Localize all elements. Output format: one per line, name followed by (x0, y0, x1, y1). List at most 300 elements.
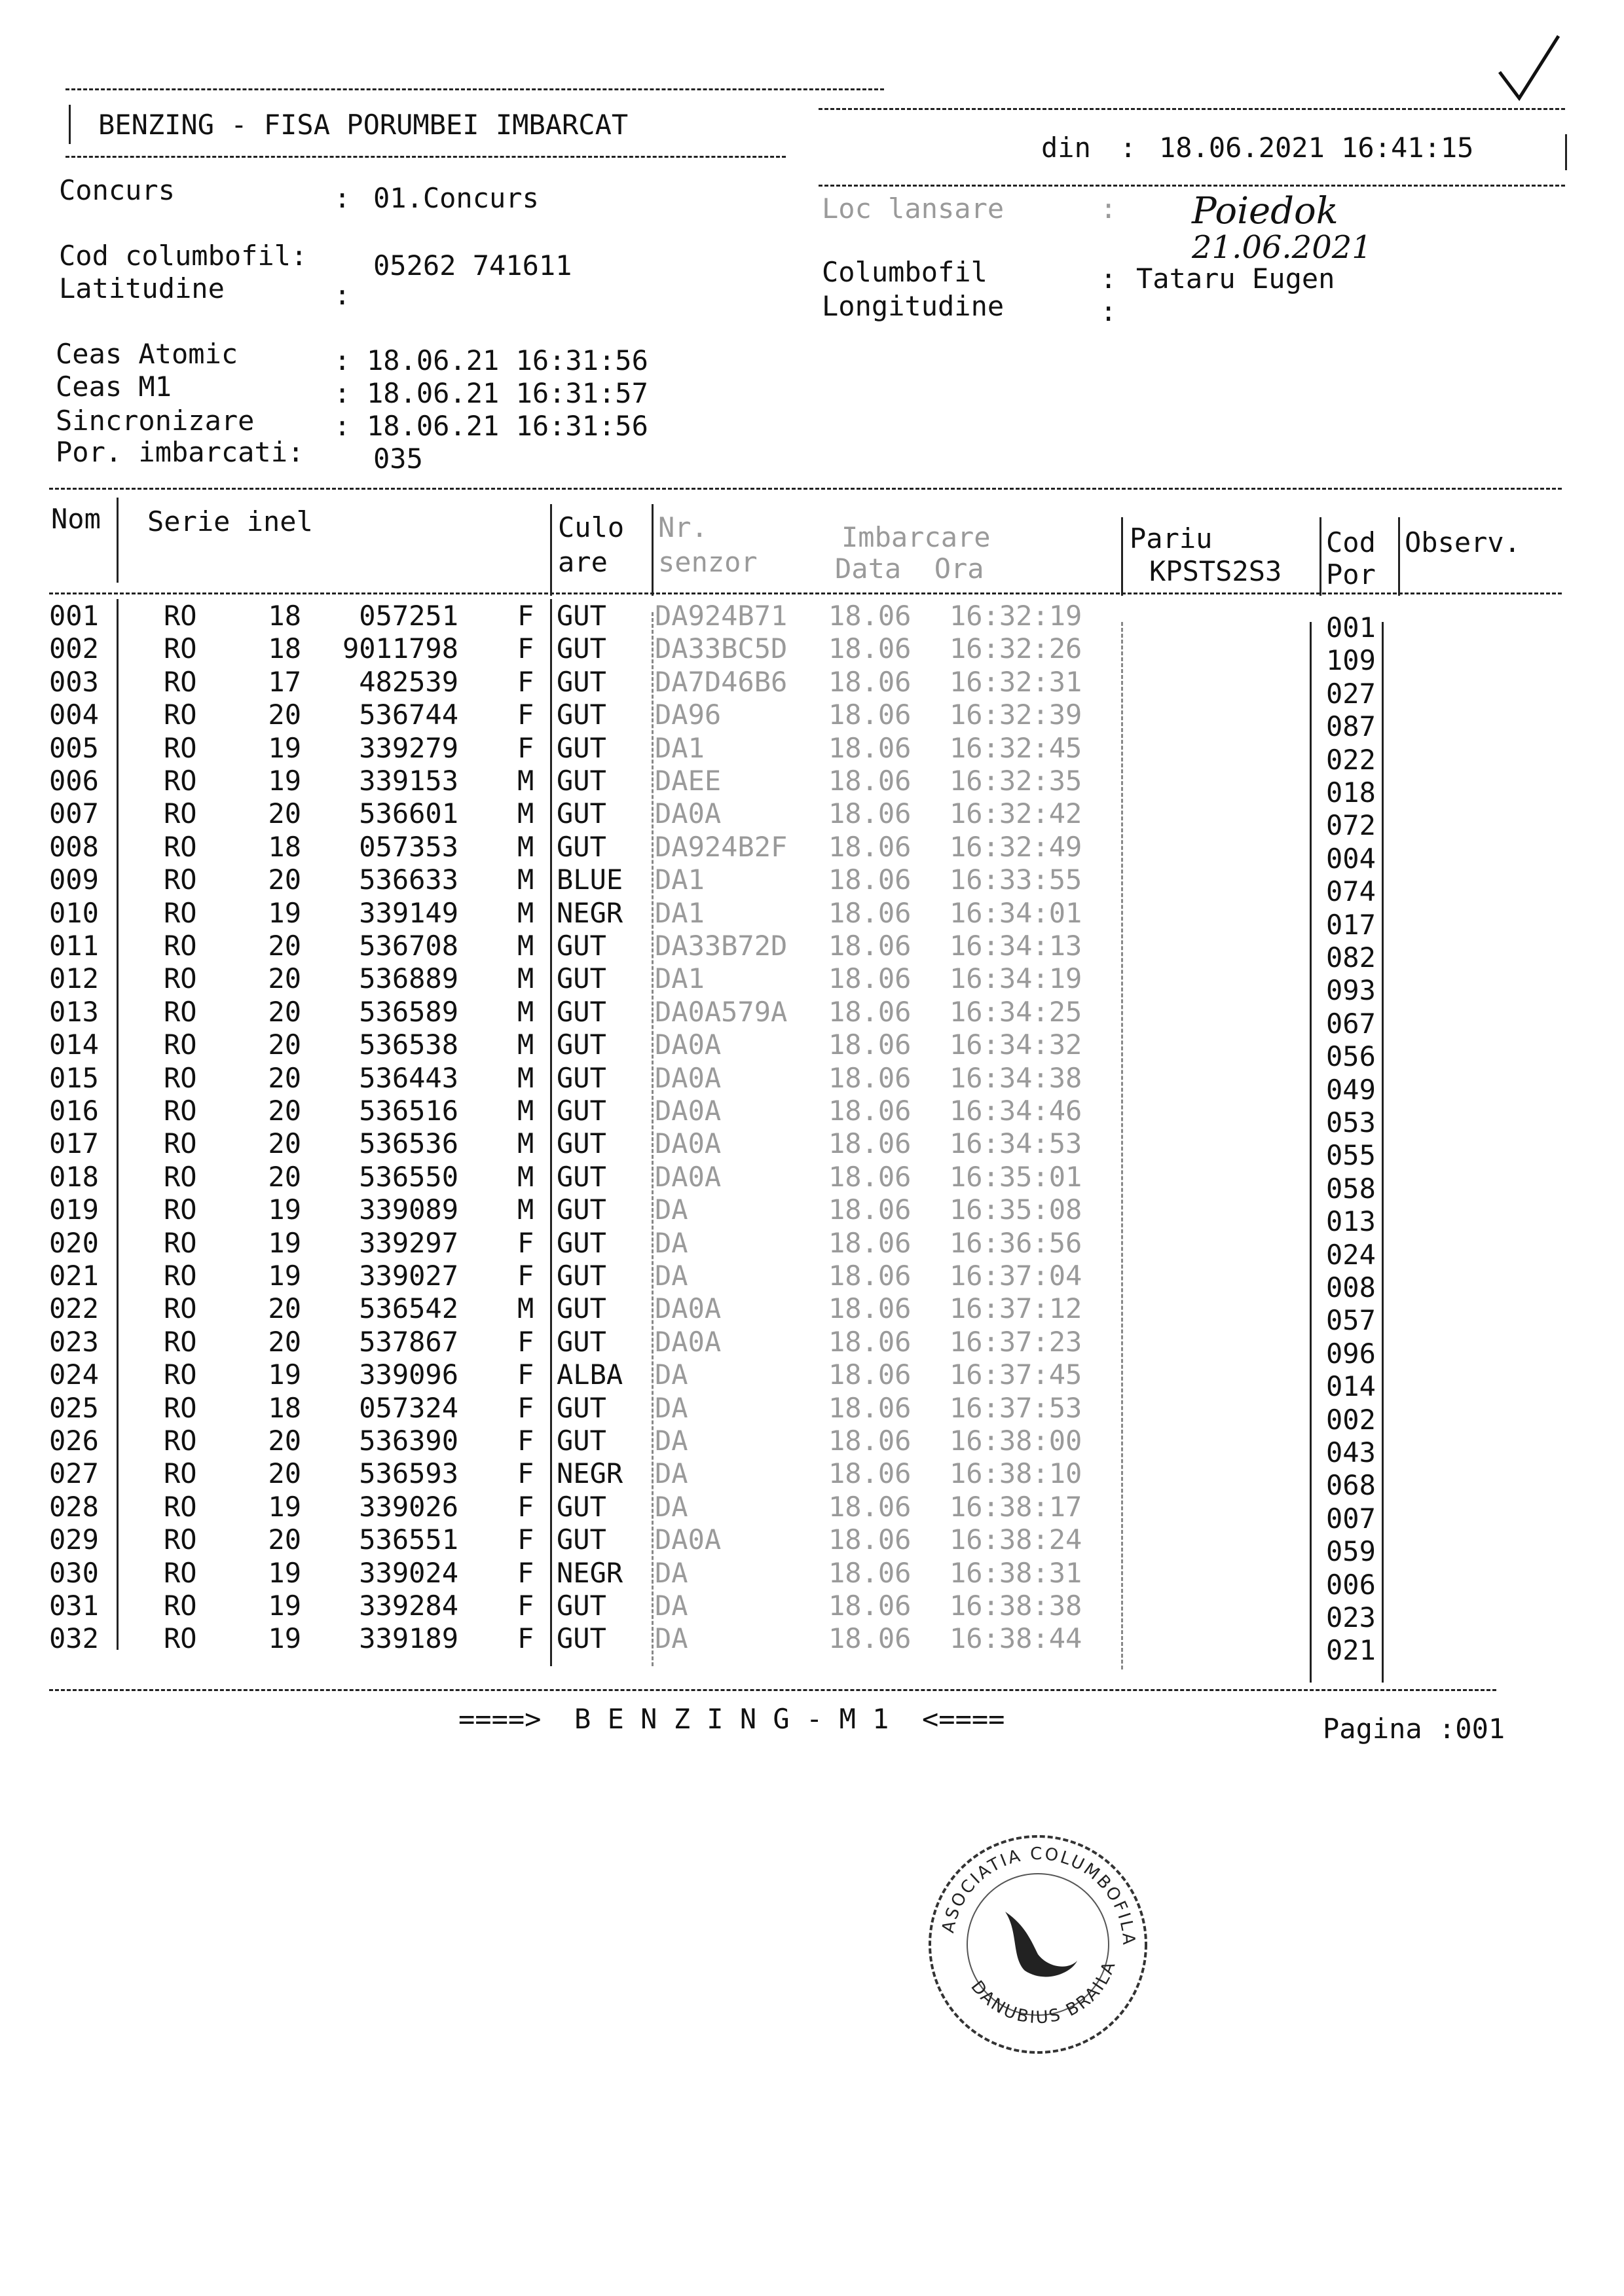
cell-culoare: GUT (557, 1127, 606, 1160)
cell-senzor: DA33B72D (655, 930, 788, 962)
cell-ora: 16:32:42 (950, 797, 1082, 830)
porumbei-imbarcati-label: Por. imbarcati: (56, 436, 304, 468)
cell-senzor: DA (655, 1391, 688, 1424)
cell-cod-por: 014 (1326, 1370, 1376, 1403)
cell-culoare: GUT (557, 1160, 606, 1193)
cell-ora: 16:38:38 (950, 1590, 1082, 1622)
cell-data: 18.06 (828, 1061, 912, 1094)
cell-senzor: DA0A (655, 797, 722, 830)
cell-senzor: DA0A (655, 1325, 722, 1358)
cell-data: 18.06 (828, 995, 912, 1028)
cell-nom: 013 (49, 995, 99, 1028)
cell-sex: F (517, 665, 534, 698)
cell-culoare: GUT (557, 600, 606, 632)
cell-ora: 16:37:04 (950, 1260, 1082, 1292)
cell-sex: F (517, 1358, 534, 1391)
cell-tara: RO (164, 1325, 197, 1358)
col-header-serie: Serie inel (147, 505, 313, 538)
cell-sex: F (517, 1523, 534, 1556)
cell-culoare: NEGR (557, 1457, 623, 1490)
header-right-border (1565, 134, 1567, 170)
cell-data: 18.06 (828, 1425, 912, 1457)
cell-tara: RO (164, 1490, 197, 1523)
cell-nom: 014 (49, 1029, 99, 1061)
cell-inel: 536744 (359, 699, 458, 731)
cell-cod-por: 018 (1326, 776, 1376, 809)
cell-sex: F (517, 731, 534, 764)
table-row (0, 665, 1624, 710)
table-row (0, 1029, 1624, 1073)
col-header-observ: Observ. (1405, 526, 1521, 558)
cell-culoare: GUT (557, 1029, 606, 1061)
cell-data: 18.06 (828, 1358, 912, 1391)
cell-ora: 16:34:46 (950, 1095, 1082, 1127)
cell-cod-por: 008 (1326, 1271, 1376, 1303)
cell-cod-por: 007 (1326, 1502, 1376, 1535)
cell-sex: F (517, 1425, 534, 1457)
cell-cod-por: 024 (1326, 1238, 1376, 1271)
cell-cod-por: 058 (1326, 1172, 1376, 1205)
table-row (0, 1556, 1624, 1601)
cell-inel: 536589 (359, 995, 458, 1028)
cell-tara: RO (164, 699, 197, 731)
loc-lansare-label: Loc lansare (822, 192, 1005, 225)
col-divider-senzor (652, 504, 654, 596)
cell-data: 18.06 (828, 1457, 912, 1490)
cell-inel: 536593 (359, 1457, 458, 1490)
header-rule-bottom (65, 156, 786, 158)
ceas-atomic-label: Ceas Atomic (56, 338, 238, 370)
sincronizare-value: 18.06.21 16:31:56 (367, 410, 648, 442)
cell-nom: 020 (49, 1226, 99, 1259)
cell-an: 19 (268, 1260, 301, 1292)
cell-culoare: NEGR (557, 896, 623, 929)
loc-lansare-separator: : (1100, 192, 1117, 225)
cell-culoare: GUT (557, 1325, 606, 1358)
cell-nom: 016 (49, 1095, 99, 1127)
ceas-m1-separator: : (334, 377, 351, 409)
loc-lansare-date-handwritten: 21.06.2021 (1192, 229, 1372, 266)
cell-sex: F (517, 1226, 534, 1259)
cell-an: 19 (268, 1194, 301, 1226)
cell-an: 19 (268, 1226, 301, 1259)
cell-inel: 057251 (359, 600, 458, 632)
cell-inel: 536889 (359, 962, 458, 995)
footer-banner: ====> B E N Z I N G - M 1 <==== (458, 1703, 1005, 1735)
cell-an: 20 (268, 1061, 301, 1094)
cell-cod-por: 056 (1326, 1040, 1376, 1073)
cell-cod-por: 004 (1326, 842, 1376, 875)
cell-cod-por: 023 (1326, 1601, 1376, 1633)
cell-senzor: DA1 (655, 731, 705, 764)
cell-senzor: DA (655, 1194, 688, 1226)
cell-nom: 015 (49, 1061, 99, 1094)
cell-senzor: DA0A (655, 1029, 722, 1061)
cell-tara: RO (164, 1457, 197, 1490)
cell-tara: RO (164, 896, 197, 929)
cell-inel: 339024 (359, 1556, 458, 1589)
cell-inel: 9011798 (342, 632, 458, 665)
latitudine-label: Latitudine (59, 272, 225, 304)
cell-culoare: GUT (557, 1194, 606, 1226)
table-rule-header (49, 592, 1562, 594)
cell-tara: RO (164, 1292, 197, 1325)
cell-senzor: DA (655, 1490, 688, 1523)
report-title: BENZING - FISA PORUMBEI IMBARCAT (98, 109, 629, 141)
cell-inel: 536551 (359, 1523, 458, 1556)
cell-cod-por: 055 (1326, 1139, 1376, 1172)
cell-nom: 017 (49, 1127, 99, 1160)
cell-ora: 16:34:38 (950, 1061, 1082, 1094)
cell-tara: RO (164, 731, 197, 764)
cell-senzor: DA (655, 1457, 688, 1490)
cell-tara: RO (164, 665, 197, 698)
table-row (0, 765, 1624, 809)
cell-ora: 16:38:10 (950, 1457, 1082, 1490)
cell-nom: 023 (49, 1325, 99, 1358)
cell-data: 18.06 (828, 797, 912, 830)
table-row (0, 1590, 1624, 1633)
cell-an: 20 (268, 962, 301, 995)
cell-ora: 16:32:39 (950, 699, 1082, 731)
cell-tara: RO (164, 1127, 197, 1160)
table-row (0, 1325, 1624, 1370)
cell-culoare: GUT (557, 930, 606, 962)
cell-nom: 029 (49, 1523, 99, 1556)
cell-culoare: GUT (557, 962, 606, 995)
table-row (0, 864, 1624, 908)
cell-data: 18.06 (828, 1556, 912, 1589)
page-number: Pagina :001 (1323, 1713, 1505, 1745)
cell-sex: M (517, 930, 534, 962)
cell-nom: 004 (49, 699, 99, 731)
col-divider-pariu (1121, 517, 1123, 596)
cell-culoare: GUT (557, 632, 606, 665)
cell-culoare: GUT (557, 731, 606, 764)
cell-inel: 339027 (359, 1260, 458, 1292)
cell-cod-por: 067 (1326, 1007, 1376, 1040)
cell-tara: RO (164, 1095, 197, 1127)
cell-sex: F (517, 1490, 534, 1523)
cell-senzor: DA (655, 1425, 688, 1457)
ceas-m1-label: Ceas M1 (56, 371, 172, 403)
cell-tara: RO (164, 1029, 197, 1061)
cell-inel: 536542 (359, 1292, 458, 1325)
cell-an: 20 (268, 797, 301, 830)
cell-ora: 16:32:49 (950, 830, 1082, 863)
cell-an: 18 (268, 600, 301, 632)
sincronizare-separator: : (334, 410, 351, 442)
cell-cod-por: 017 (1326, 908, 1376, 941)
cell-inel: 536538 (359, 1029, 458, 1061)
col-divider-nom (117, 498, 119, 583)
cell-ora: 16:37:12 (950, 1292, 1082, 1325)
cell-culoare: GUT (557, 699, 606, 731)
cell-ora: 16:34:25 (950, 995, 1082, 1028)
cell-an: 19 (268, 765, 301, 797)
cell-an: 17 (268, 665, 301, 698)
report-date-separator: : (1120, 132, 1137, 164)
cell-inel: 339026 (359, 1490, 458, 1523)
cell-culoare: NEGR (557, 1556, 623, 1589)
stamp-icon (913, 1820, 1162, 2069)
col-header-pariu-1: Pariu (1130, 522, 1213, 555)
cell-data: 18.06 (828, 699, 912, 731)
cell-tara: RO (164, 830, 197, 863)
cell-culoare: GUT (557, 1425, 606, 1457)
table-row (0, 797, 1624, 842)
cell-cod-por: 053 (1326, 1106, 1376, 1139)
cell-nom: 001 (49, 600, 99, 632)
cell-cod-por: 068 (1326, 1469, 1376, 1502)
cell-inel: 536633 (359, 864, 458, 896)
cell-inel: 536516 (359, 1095, 458, 1127)
cell-nom: 010 (49, 896, 99, 929)
cell-senzor: DA (655, 1556, 688, 1589)
ceas-atomic-separator: : (334, 344, 351, 376)
cell-nom: 021 (49, 1260, 99, 1292)
cell-data: 18.06 (828, 962, 912, 995)
cell-cod-por: 001 (1326, 611, 1376, 644)
columbofil-value: Tataru Eugen (1136, 263, 1335, 295)
table-row (0, 830, 1624, 875)
cell-sex: F (517, 1457, 534, 1490)
cell-tara: RO (164, 1590, 197, 1622)
checkmark-icon (1493, 33, 1565, 105)
cell-an: 20 (268, 1523, 301, 1556)
header-rule-top (65, 88, 884, 90)
col-header-senzor-2: senzor (658, 546, 758, 578)
cell-an: 20 (268, 1160, 301, 1193)
cell-cod-por: 049 (1326, 1073, 1376, 1106)
cell-sex: F (517, 699, 534, 731)
cell-an: 20 (268, 1325, 301, 1358)
cell-nom: 007 (49, 797, 99, 830)
cell-data: 18.06 (828, 1194, 912, 1226)
cell-senzor: DA0A (655, 1061, 722, 1094)
cell-data: 18.06 (828, 1325, 912, 1358)
columbofil-separator: : (1100, 263, 1117, 295)
cell-nom: 031 (49, 1590, 99, 1622)
cell-data: 18.06 (828, 1523, 912, 1556)
cell-nom: 012 (49, 962, 99, 995)
cell-senzor: DA0A (655, 1160, 722, 1193)
cell-data: 18.06 (828, 1490, 912, 1523)
cell-sex: M (517, 995, 534, 1028)
cell-senzor: DA0A (655, 1127, 722, 1160)
col-header-cod-2: Por (1326, 558, 1376, 591)
table-row (0, 1292, 1624, 1337)
cell-data: 18.06 (828, 1160, 912, 1193)
cell-an: 20 (268, 1095, 301, 1127)
cell-ora: 16:38:44 (950, 1622, 1082, 1655)
cell-sex: M (517, 896, 534, 929)
cell-ora: 16:33:55 (950, 864, 1082, 896)
longitudine-label: Longitudine (822, 290, 1005, 322)
cell-an: 18 (268, 1391, 301, 1424)
table-row (0, 1358, 1624, 1403)
cell-ora: 16:34:53 (950, 1127, 1082, 1160)
cell-inel: 482539 (359, 665, 458, 698)
cell-nom: 005 (49, 731, 99, 764)
cell-tara: RO (164, 864, 197, 896)
cell-sex: M (517, 1029, 534, 1061)
report-date-value: 18.06.2021 16:41:15 (1159, 132, 1474, 164)
cell-sex: F (517, 600, 534, 632)
col-divider-culoare (550, 504, 552, 596)
cell-culoare: GUT (557, 797, 606, 830)
report-date-label: din (1041, 132, 1091, 164)
cell-nom: 006 (49, 765, 99, 797)
cell-data: 18.06 (828, 1292, 912, 1325)
cell-senzor: DA0A (655, 1292, 722, 1325)
cell-inel: 536443 (359, 1061, 458, 1094)
cell-data: 18.06 (828, 1226, 912, 1259)
cell-ora: 16:38:17 (950, 1490, 1082, 1523)
cell-inel: 536536 (359, 1127, 458, 1160)
cell-tara: RO (164, 1425, 197, 1457)
cell-ora: 16:32:31 (950, 665, 1082, 698)
cell-cod-por: 096 (1326, 1337, 1376, 1370)
table-row (0, 930, 1624, 974)
col-header-nom: Nom (51, 503, 101, 535)
cell-ora: 16:37:45 (950, 1358, 1082, 1391)
cell-sex: M (517, 864, 534, 896)
cell-nom: 003 (49, 665, 99, 698)
cell-ora: 16:34:19 (950, 962, 1082, 995)
cell-senzor: DA1 (655, 864, 705, 896)
cell-senzor: DA924B2F (655, 830, 788, 863)
cell-tara: RO (164, 1622, 197, 1655)
sincronizare-label: Sincronizare (56, 405, 255, 437)
cell-nom: 009 (49, 864, 99, 896)
cell-culoare: GUT (557, 1523, 606, 1556)
cell-an: 20 (268, 1292, 301, 1325)
cell-cod-por: 057 (1326, 1304, 1376, 1337)
cell-an: 20 (268, 1127, 301, 1160)
cell-an: 19 (268, 1490, 301, 1523)
cell-tara: RO (164, 995, 197, 1028)
cell-culoare: GUT (557, 1095, 606, 1127)
cell-tara: RO (164, 1358, 197, 1391)
cell-an: 20 (268, 1457, 301, 1490)
cell-tara: RO (164, 1226, 197, 1259)
cell-senzor: DA0A579A (655, 995, 788, 1028)
table-row (0, 1260, 1624, 1303)
cell-sex: F (517, 1325, 534, 1358)
cell-an: 20 (268, 1425, 301, 1457)
col-divider-observ (1398, 517, 1400, 596)
col-header-pariu-2: KPSTS2S3 (1149, 555, 1282, 587)
cell-nom: 026 (49, 1425, 99, 1457)
cell-ora: 16:38:24 (950, 1523, 1082, 1556)
cell-sex: F (517, 1590, 534, 1622)
cell-cod-por: 082 (1326, 941, 1376, 974)
cell-nom: 024 (49, 1358, 99, 1391)
cell-ora: 16:38:00 (950, 1425, 1082, 1457)
cell-inel: 339153 (359, 765, 458, 797)
cod-columbofil-value: 05262 741611 (373, 249, 572, 282)
cell-ora: 16:32:26 (950, 632, 1082, 665)
table-row (0, 632, 1624, 677)
cell-data: 18.06 (828, 1260, 912, 1292)
cell-culoare: GUT (557, 665, 606, 698)
cod-columbofil-label: Cod columbofil: (59, 240, 308, 272)
cell-an: 20 (268, 995, 301, 1028)
cell-ora: 16:35:01 (950, 1160, 1082, 1193)
cell-inel: 536390 (359, 1425, 458, 1457)
cell-culoare: GUT (557, 830, 606, 863)
table-row (0, 962, 1624, 1007)
cell-culoare: GUT (557, 765, 606, 797)
cell-nom: 008 (49, 830, 99, 863)
cell-tara: RO (164, 1194, 197, 1226)
cell-nom: 022 (49, 1292, 99, 1325)
cell-culoare: GUT (557, 1391, 606, 1424)
cell-tara: RO (164, 797, 197, 830)
cell-data: 18.06 (828, 1029, 912, 1061)
cell-nom: 032 (49, 1622, 99, 1655)
cell-senzor: DA33BC5D (655, 632, 788, 665)
cell-nom: 025 (49, 1391, 99, 1424)
cell-data: 18.06 (828, 1095, 912, 1127)
cell-senzor: DA1 (655, 962, 705, 995)
cell-tara: RO (164, 962, 197, 995)
cell-tara: RO (164, 1556, 197, 1589)
table-row (0, 1226, 1624, 1271)
cell-nom: 030 (49, 1556, 99, 1589)
cell-inel: 057324 (359, 1391, 458, 1424)
col-header-culoare-1: Culo (558, 511, 625, 543)
table-row (0, 995, 1624, 1040)
ceas-m1-value: 18.06.21 16:31:57 (367, 377, 648, 409)
table-rule-bottom (49, 1689, 1496, 1691)
cell-inel: 339089 (359, 1194, 458, 1226)
cell-an: 19 (268, 1556, 301, 1589)
cell-tara: RO (164, 632, 197, 665)
latitudine-separator: : (334, 279, 351, 311)
cell-senzor: DA (655, 1590, 688, 1622)
cell-senzor: DA (655, 1358, 688, 1391)
cell-ora: 16:35:08 (950, 1194, 1082, 1226)
cell-senzor: DA0A (655, 1523, 722, 1556)
cell-sex: M (517, 1160, 534, 1193)
col-divider-cod (1320, 517, 1321, 596)
cell-senzor: DA (655, 1260, 688, 1292)
header-rule-top-right (819, 108, 1565, 110)
cell-senzor: DA7D46B6 (655, 665, 788, 698)
cell-an: 18 (268, 830, 301, 863)
cell-culoare: GUT (557, 1622, 606, 1655)
porumbei-imbarcati-value: 035 (373, 443, 423, 475)
cell-sex: M (517, 1095, 534, 1127)
cell-inel: 536601 (359, 797, 458, 830)
cell-data: 18.06 (828, 765, 912, 797)
col-header-imbarcare-2: Data Ora (835, 553, 984, 585)
concurs-label: Concurs (59, 174, 175, 206)
col-header-culoare-2: are (558, 546, 608, 578)
cell-nom: 028 (49, 1490, 99, 1523)
cell-an: 19 (268, 731, 301, 764)
cell-tara: RO (164, 1061, 197, 1094)
cell-an: 20 (268, 1029, 301, 1061)
cell-nom: 018 (49, 1160, 99, 1193)
cell-cod-por: 043 (1326, 1436, 1376, 1468)
cell-cod-por: 109 (1326, 644, 1376, 677)
cell-sex: F (517, 1622, 534, 1655)
cell-cod-por: 074 (1326, 875, 1376, 908)
cell-an: 20 (268, 699, 301, 731)
